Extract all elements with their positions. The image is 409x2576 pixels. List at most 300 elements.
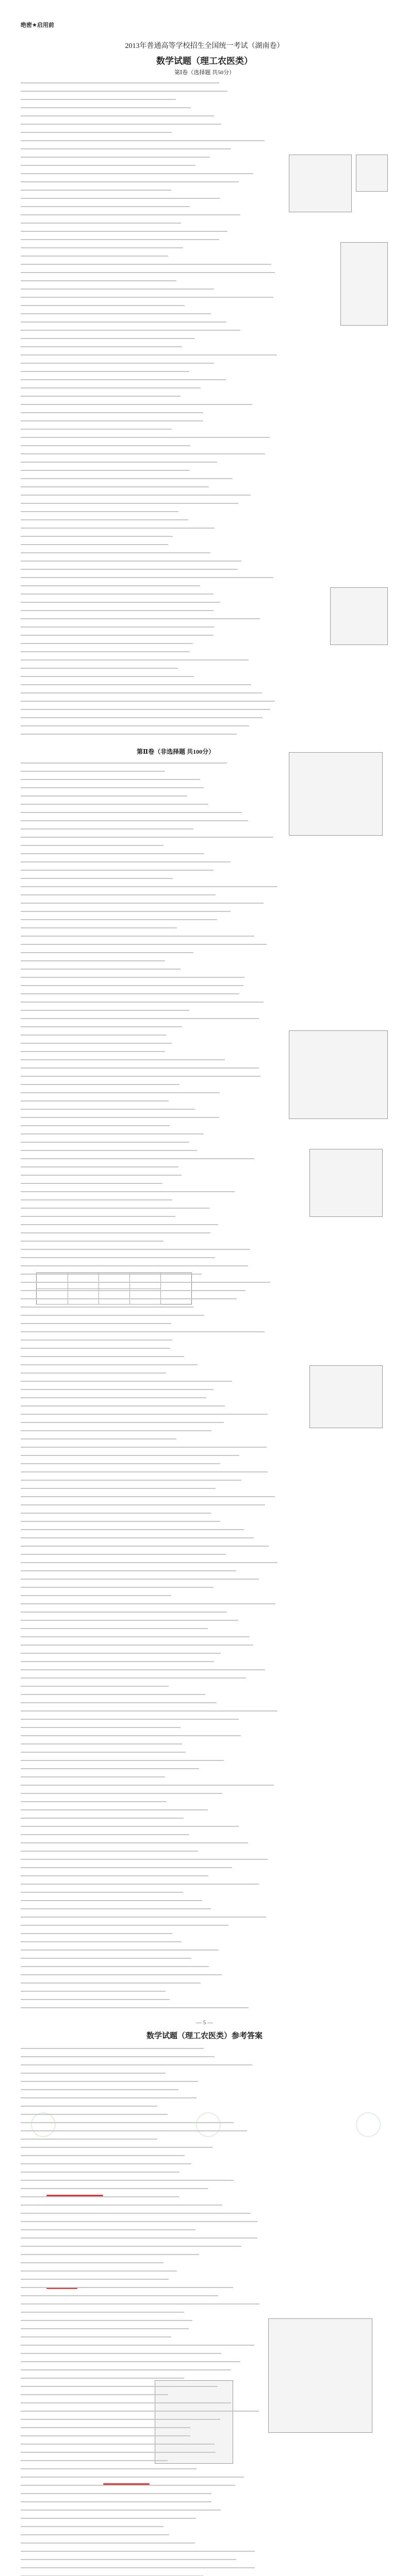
text-line [21,635,214,636]
text-line [21,1372,166,1374]
text-line [21,1834,189,1835]
text-line [21,437,270,438]
text-line [21,536,173,537]
text-line [21,1232,210,1233]
text-line [21,837,273,838]
text-line [21,82,219,83]
text-line [21,668,178,669]
text-line [21,1966,209,1967]
text-line [21,1216,175,1217]
text-line [21,115,214,116]
text-line [21,1612,227,1613]
text-line [21,2320,192,2321]
text-line [21,1521,220,1522]
text-line [21,1422,224,1423]
text-line [21,1059,225,1060]
text-line [21,1546,269,1547]
text-line [21,2064,252,2065]
text-line [21,519,188,520]
text-line [21,1735,241,1736]
text-line [21,420,203,421]
text-line [21,2303,259,2304]
text-line [21,878,173,879]
text-line [21,2460,168,2461]
text-line [21,1397,206,1398]
text-line [21,1801,167,1802]
text-line [21,1595,171,1596]
text-line [21,1331,265,1332]
text-line [21,1537,254,1538]
text-line [21,2139,157,2140]
text-line [21,223,181,224]
text-line [21,2435,190,2436]
text-line [21,544,168,545]
text-line [21,1933,172,1934]
text-line [21,1694,205,1695]
text-line [21,1447,267,1448]
text-line [21,2328,189,2329]
text-line [21,2180,234,2181]
text-line [21,886,277,887]
text-line [21,828,193,829]
text-line [21,2089,178,2090]
text-line [21,1274,202,1275]
text-line [21,297,273,298]
text-line [21,927,177,928]
text-line [21,1818,184,1819]
text-line [21,2130,247,2131]
answers-title: 数学试题（理工农医类）参考答案 [146,2032,263,2040]
text-line [21,1109,195,1110]
text-line [21,853,204,854]
text-line [21,2518,196,2519]
text-line [21,1999,170,2000]
text-line [21,812,242,813]
text-line [21,1117,219,1118]
text-line [21,445,190,446]
solution-coordinate-figure [268,2318,372,2433]
text-line [21,2163,191,2164]
text-line [21,132,172,133]
text-line [21,1191,235,1192]
text-line [21,231,227,232]
text-line [21,1842,248,1843]
text-line [21,561,241,562]
geometry-figure [289,752,383,836]
text-line [21,511,178,512]
watermark-seal [196,2112,221,2137]
text-line [21,993,239,994]
text-line [21,404,252,405]
text-line [21,1570,236,1571]
text-line [21,2196,179,2197]
text-line [21,1323,171,1324]
text-line [21,1562,277,1563]
text-line [21,1199,172,1200]
text-line [21,313,211,314]
text-line [21,985,243,986]
text-line [21,684,251,685]
text-line [21,1554,226,1555]
text-line [21,503,238,504]
text-line [21,1974,222,1975]
text-line [21,911,231,912]
text-line [21,91,227,92]
text-line [21,795,187,796]
text-line [21,1249,250,1250]
text-line [21,618,260,619]
text-line [21,2106,157,2107]
text-line [21,1051,165,1052]
text-line [21,1768,199,1769]
cube-figure [330,587,388,645]
text-line [21,820,248,821]
text-line [21,804,208,805]
text-line [21,659,249,660]
text-line [21,2205,222,2206]
text-line [21,1463,220,1464]
text-line [21,214,240,215]
text-line [21,1241,163,1242]
text-line [21,124,221,125]
text-line [21,1941,182,1942]
text-line [21,1908,211,1909]
text-line [21,771,165,772]
watermark-seal [31,2112,56,2137]
text-line [21,1265,248,1266]
text-line [21,610,214,611]
text-line [21,1529,244,1530]
text-line [21,1793,222,1794]
text-line [21,2427,190,2428]
text-line [21,1076,260,1077]
text-line [21,2048,204,2049]
text-line [21,1067,259,1069]
text-line [21,1035,167,1036]
text-line [21,1760,224,1761]
text-line [21,1669,265,1670]
text-line [21,2468,197,2469]
text-line [21,346,182,347]
text-line [21,594,214,595]
text-line [21,1661,214,1662]
text-line [21,1587,214,1588]
text-line [21,2081,198,2082]
text-line [21,338,195,339]
text-line [21,1982,201,1984]
text-line [21,2270,177,2272]
text-line [21,2188,208,2189]
text-line [21,1298,237,1299]
text-line [21,1719,239,1720]
text-line [21,2551,255,2552]
part2-title: 第Ⅱ卷（非选择题 共100分） [137,748,215,755]
text-line [21,894,216,895]
text-line [21,2238,257,2239]
text-line [21,1702,217,1703]
text-line [21,2073,166,2074]
text-line [21,1925,228,1926]
text-line [21,919,217,920]
text-line [21,2411,259,2412]
text-line [21,1018,259,1019]
text-line [21,709,270,710]
text-line [21,870,214,871]
text-line [21,1315,204,1316]
text-line [21,1958,191,1959]
text-line [21,1892,183,1893]
text-line [21,585,200,586]
text-line [21,354,277,355]
text-line [21,2559,236,2560]
text-line [21,2526,163,2527]
text-line [21,1026,182,1027]
text-line [21,1620,238,1621]
text-line [21,1414,268,1415]
text-line [21,1480,241,1481]
text-line [21,651,190,652]
text-line [21,1875,208,1876]
exam-title: 2013年普通高等学校招生全国统一考试（湖南卷） [125,42,284,50]
text-line [21,2155,185,2156]
text-line [21,206,190,207]
text-line [21,2386,218,2387]
text-line [21,1950,219,1951]
text-line [21,936,254,937]
text-line [21,1142,189,1143]
text-line [21,2254,199,2255]
solution-prism-figure [155,2380,233,2464]
text-line [21,247,183,248]
watermark-seal [356,2112,381,2137]
text-line [21,1282,270,1283]
text-line [21,1603,275,1604]
text-line [21,1455,239,1456]
text-line [21,264,271,265]
text-line [21,2287,233,2288]
text-line [21,495,251,496]
text-line [21,2444,215,2445]
text-line [21,387,201,388]
text-line [21,2485,235,2486]
text-line [21,305,185,306]
text-line [21,462,217,463]
text-line [21,2056,215,2057]
text-line [21,2221,257,2222]
text-line [21,2543,195,2544]
text-line [21,1496,275,1497]
text-line [21,2394,168,2395]
text-line [21,2345,254,2346]
text-line [21,1884,259,1885]
text-line [21,2477,244,2478]
text-line [21,1504,265,1505]
text-line [21,1438,176,1439]
confidential-mark: 绝密★启用前 [21,22,54,28]
text-line [21,602,220,603]
text-line [21,2007,249,2008]
text-line [21,1307,193,1308]
text-line [21,1809,208,1810]
text-line [21,453,265,454]
page-number: — 5 — [196,2020,213,2026]
text-line [21,2147,212,2148]
text-line [21,952,193,953]
text-line [21,396,181,397]
text-line [21,363,214,364]
text-line [21,1851,198,1852]
text-line [21,845,163,846]
text-line [21,626,215,628]
text-line [21,2122,234,2123]
text-line [21,148,231,149]
text-line [21,1183,162,1184]
text-line [21,280,176,281]
text-line [21,1084,179,1085]
text-line [21,2419,220,2420]
subject-title: 数学试题（理工农医类） [156,56,253,66]
text-line [21,2336,171,2337]
text-line [21,1826,239,1827]
text-line [21,1752,186,1753]
text-line [21,99,176,100]
text-line [21,2534,169,2535]
text-line [21,1686,169,1687]
text-line [21,1208,209,1209]
text-line [21,1290,246,1291]
text-line [21,190,171,191]
text-line [21,1785,274,1786]
text-line [21,1430,211,1431]
text-line [21,256,168,257]
text-line [21,1381,232,1382]
flowchart-figure [340,242,388,326]
text-line [21,2295,218,2296]
text-line [21,692,262,693]
text-line [21,412,203,413]
text-line [21,1092,220,1093]
text-line [21,1991,166,1992]
text-line [21,552,210,553]
text-line [21,1010,189,1011]
text-line [21,1677,246,1679]
text-line [21,903,264,904]
text-line [21,2229,195,2230]
text-line [21,762,227,764]
text-line [21,2262,163,2263]
text-line [21,2246,241,2247]
text-line [21,2279,169,2280]
text-line [21,676,194,677]
text-line [21,2402,231,2403]
text-line [21,165,195,166]
text-line [21,478,233,479]
text-line [21,157,210,158]
text-line [21,198,220,199]
text-line [21,1002,264,1003]
text-line [21,1727,181,1728]
text-line [21,734,237,735]
text-line [21,2353,221,2354]
text-line [21,1859,268,1860]
data-table [36,1273,192,1304]
text-line [21,725,249,726]
text-line [21,1867,232,1868]
text-line [21,1348,170,1349]
text-line [21,2369,231,2370]
text-line [21,429,172,430]
text-line [21,944,267,945]
text-line [21,1405,225,1406]
text-line [21,1488,216,1489]
text-line [21,2097,197,2098]
text-line [21,371,189,372]
text-line [21,1100,169,1101]
flowchart-figure [356,155,388,192]
text-line [21,330,240,331]
text-line [21,577,273,578]
text-line [21,1645,253,1646]
text-line [21,787,204,788]
text-line [21,701,275,702]
text-line [21,239,219,240]
text-line [21,2567,255,2568]
text-line [21,1513,211,1514]
text-line [21,486,209,487]
text-line [21,2213,251,2214]
text-line [21,321,226,323]
text-line [21,272,275,273]
text-line [21,107,191,108]
prism-figure [289,1030,388,1119]
text-line [21,1340,172,1341]
text-line [21,1471,268,1472]
text-line [21,569,238,570]
text-line [21,1636,250,1637]
text-line [21,1175,182,1176]
text-line [21,861,231,862]
text-line [21,1150,197,1151]
text-line [21,1743,182,1744]
text-line [21,1900,202,1901]
text-line [21,1166,178,1167]
text-line [21,1158,254,1159]
text-line [21,969,181,970]
text-line [21,528,215,529]
text-line [21,717,263,718]
text-line [21,1776,165,1777]
text-line [21,140,265,141]
text-line [21,2172,179,2173]
text-line [21,960,165,961]
text-line [21,1628,208,1629]
text-line [21,1710,277,1711]
text-line [21,181,239,182]
text-line [21,1579,259,1580]
text-line [21,1364,198,1365]
text-line [21,779,200,780]
text-line [21,470,190,471]
text-line [21,2452,216,2453]
text-line [21,2501,211,2502]
coordinate-figure [309,1365,383,1428]
text-line [21,643,193,644]
text-line [21,2378,184,2379]
text-line [21,1133,204,1134]
text-line [21,1125,170,1126]
text-line [21,289,214,290]
text-line [21,1257,215,1258]
